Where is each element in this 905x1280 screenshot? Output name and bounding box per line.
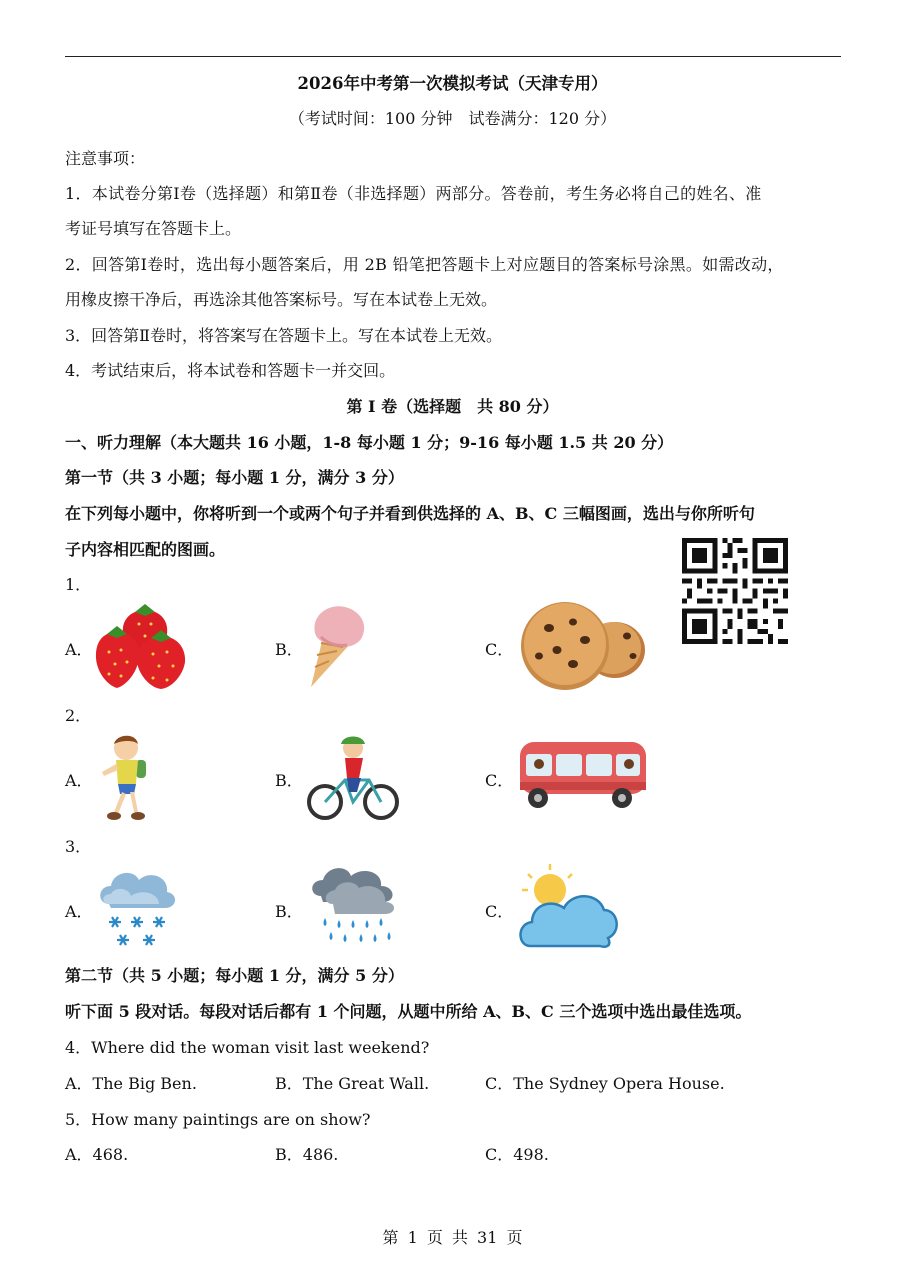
notes-heading: 注意事项： [65,149,146,168]
sec1-instruction: 在下列每小题中，你将听到一个或两个句子并看到供选择的 A、B、C 三幅图画，选出与你所听句 [65,504,755,523]
question-stem: 4．Where did the woman visit last weekend? [65,1038,430,1057]
exam-title: 2026年中考第一次模拟考试（天津专用） [297,74,608,93]
snow-cloud-icon [97,866,177,950]
question-stem: 5．How many paintings are on show? [65,1110,371,1129]
option-text: C．The Sydney Opera House. [485,1074,725,1093]
note-line: 2．回答第Ⅰ卷时，选出每小题答案后，用 2B 铅笔把答题卡上对应题目的答案标号涂黑。如需改动， [65,255,784,274]
rain-cloud-icon [305,862,399,952]
note-line: 1．本试卷分第Ⅰ卷（选择题）和第Ⅱ卷（非选择题）两部分。答卷前，考生务必将自己的姓名、准 [65,184,762,203]
option-text: A．The Big Ben. [65,1074,197,1093]
option-label: A． [65,640,93,659]
question-number: 2． [65,706,92,725]
header-rule [65,56,841,57]
part1-title: 第 I 卷（选择题 共 80 分） [346,397,559,416]
exam-subtitle: （考试时间：100 分钟 试卷满分：120 分） [288,109,617,128]
cyclist-icon [305,732,399,822]
sec1-instruction: 子内容相匹配的图画。 [65,540,226,559]
note-line: 考证号填写在答题卡上。 [65,219,242,238]
sec2-instruction: 听下面 5 段对话。每段对话后都有 1 个问题，从题中所给 A、B、C 三个选项中选出最佳选项。 [65,1002,752,1021]
option-label: B． [275,640,303,659]
cookies-icon [515,600,647,690]
ice-cream-icon [303,603,369,689]
sec1-heading: 第一节（共 3 小题；每小题 1 分，满分 3 分） [65,468,404,487]
option-label: B． [275,902,303,921]
option-text: C．498. [485,1145,549,1164]
option-text: A．468. [65,1145,129,1164]
option-label: A． [65,902,93,921]
note-line: 用橡皮擦干净后，再选涂其他答案标号。写在本试卷上无效。 [65,290,498,309]
option-label: C． [485,771,514,790]
note-line: 4．考试结束后，将本试卷和答题卡一并交回。 [65,361,396,380]
option-label: B． [275,771,303,790]
qr-code-icon [680,538,790,644]
walking-boy-icon [96,732,152,824]
option-label: C． [485,640,514,659]
option-text: B．The Great Wall. [275,1074,430,1093]
sun-cloud-icon [516,862,620,950]
page-footer: 第 1 页 共 31 页 [382,1228,523,1247]
section-heading: 一、听力理解（本大题共 16 小题，1-8 每小题 1 分；9-16 每小题 1.5 共 20 分） [65,433,674,452]
sec2-heading: 第二节（共 5 小题；每小题 1 分，满分 5 分） [65,966,404,985]
strawberries-icon [95,602,187,690]
option-text: B．486. [275,1145,339,1164]
note-line: 3．回答第Ⅱ卷时，将答案写在答题卡上。写在本试卷上无效。 [65,326,503,345]
option-label: A． [65,771,93,790]
question-number: 1． [65,575,92,594]
option-label: C． [485,902,514,921]
question-number: 3． [65,837,92,856]
bus-icon [518,738,648,812]
